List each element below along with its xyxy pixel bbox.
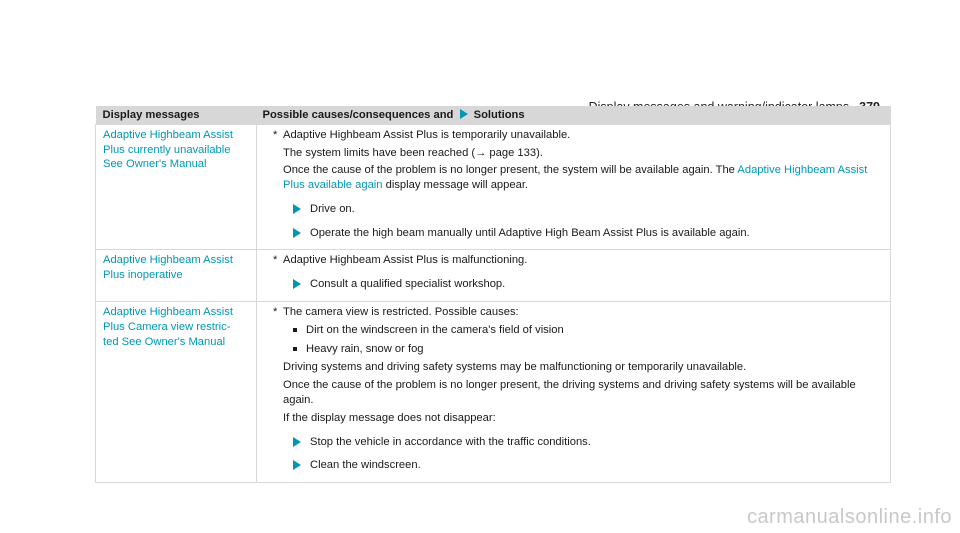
solution-step <box>293 226 884 241</box>
arrow-icon <box>293 228 301 238</box>
bullet-text: Heavy rain, snow or fog <box>306 342 424 355</box>
display-messages-table <box>95 106 891 483</box>
step-text: Clean the windscreen. <box>310 459 421 472</box>
step-text: Consult a qualified specialist workshop. <box>310 278 506 291</box>
arrow-icon <box>293 204 301 214</box>
paragraph: Driving systems and driving safety systems may be malfunctioning or temporarily unavailable. <box>283 361 747 374</box>
message-reference: Adaptive Highbeam Assist Plus available again <box>283 164 868 192</box>
paragraph-text: display message will appear. <box>385 179 529 192</box>
cause-text: * Adaptive Highbeam Assist Plus is temporarily unavailable. <box>273 128 571 141</box>
message-line: See Owner's Manual <box>103 158 207 171</box>
paragraph: If the display message does not disappear: <box>283 411 496 424</box>
table-row <box>96 124 891 250</box>
paragraph: Once the cause of the problem is no longer present, the driving systems and driving safety systems will be available again. <box>283 379 856 406</box>
message-line: Plus currently unavailable <box>103 143 231 156</box>
table-header-row <box>96 106 891 124</box>
column-header-causes-prefix: Possible causes/consequences and <box>262 109 454 121</box>
message-line: Plus Camera view restric- <box>103 320 231 333</box>
causes-cell <box>257 302 891 483</box>
paragraph <box>273 163 884 193</box>
table-row <box>96 250 891 302</box>
cause-text: * The camera view is restricted. Possible causes: <box>273 306 519 319</box>
display-message-cell <box>96 302 257 483</box>
causes-cell <box>257 124 891 250</box>
cause-text: * Adaptive Highbeam Assist Plus is malfunctioning. <box>273 254 528 267</box>
bullet-icon <box>293 328 297 332</box>
column-header-messages: Display messages <box>96 106 257 124</box>
message-line: ted See Owner's Manual <box>103 335 226 348</box>
cause-sentence: The camera view is restricted. Possible causes: <box>283 306 519 319</box>
message-line: Adaptive Highbeam Assist <box>103 128 233 141</box>
watermark: carmanualsonline.info <box>746 506 952 528</box>
causes-cell <box>257 250 891 302</box>
arrow-icon <box>293 279 301 289</box>
solution-step <box>293 435 884 450</box>
solution-step <box>293 202 884 217</box>
column-header-causes <box>257 106 891 124</box>
cause-sentence: Adaptive Highbeam Assist Plus is malfunctioning. <box>283 254 528 267</box>
step-text: Drive on. <box>310 202 355 215</box>
column-header-causes-suffix: Solutions <box>473 109 525 121</box>
message-line: Plus inoperative <box>103 269 183 282</box>
solution-step <box>293 277 884 292</box>
arrow-icon <box>293 437 301 447</box>
arrow-icon <box>460 109 468 119</box>
display-message-cell <box>96 250 257 302</box>
solution-step <box>293 458 884 473</box>
bullet-item <box>293 323 884 338</box>
step-text: Operate the high beam manually until Adaptive High Beam Assist Plus is available again. <box>310 226 750 239</box>
message-line: Adaptive Highbeam Assist <box>103 306 233 319</box>
message-line: Adaptive Highbeam Assist <box>103 254 233 267</box>
bullet-icon <box>293 347 297 351</box>
step-text: Stop the vehicle in accordance with the traffic conditions. <box>310 435 591 448</box>
cause-sentence: Adaptive Highbeam Assist Plus is temporarily unavailable. <box>283 128 571 141</box>
paragraph: The system limits have been reached (→ page 133). <box>283 146 543 159</box>
arrow-icon <box>293 460 301 470</box>
paragraph-text: Once the cause of the problem is no longer present, the system will be available again. The <box>283 164 735 177</box>
display-message-cell <box>96 124 257 250</box>
table-row <box>96 302 891 483</box>
bullet-text: Dirt on the windscreen in the camera's field of vision <box>306 323 564 336</box>
bullet-item <box>293 342 884 357</box>
